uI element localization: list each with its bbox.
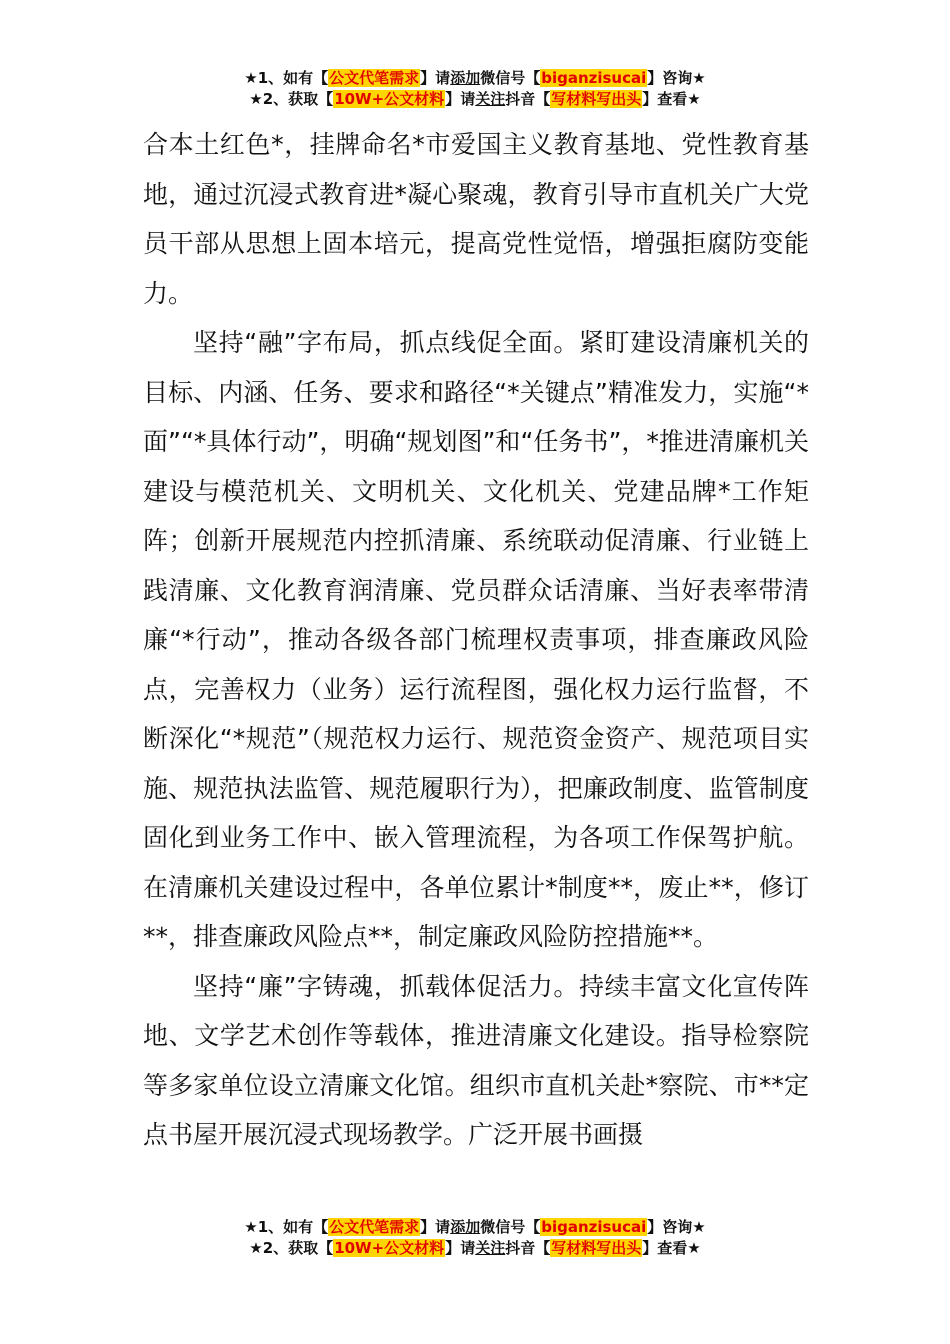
banner-text: 抖音【	[505, 1239, 551, 1257]
highlight-service: 公文代笔需求	[329, 69, 420, 87]
banner-text: 】咨询★	[647, 1218, 706, 1236]
document-body	[143, 120, 809, 1160]
highlight-materials: 10W+公文材料	[334, 90, 445, 108]
banner-text: 微信号【	[480, 69, 541, 87]
banner-text: 】咨询★	[647, 69, 706, 87]
banner-line-1	[0, 68, 950, 89]
header-banner	[0, 68, 950, 110]
highlight-douyin: 写材料写出头	[551, 1239, 642, 1257]
highlight-materials: 10W+公文材料	[334, 1239, 445, 1257]
banner-underlined: 关注	[475, 90, 506, 108]
banner-text: 抖音【	[505, 90, 551, 108]
banner-line-2	[0, 1238, 950, 1259]
highlight-wechat-id: biganzisucai	[541, 1218, 647, 1236]
paragraph: 坚持“融”字布局，抓点线促全面。紧盯建设清廉机关的目标、内涵、任务、要求和路径“*关键点”精准发力，实施“*面”“*具体行动”，明确“规划图”和“任务书”，*推进清廉机关建设与模范机关、文明机关、文化机关、党建品牌*工作矩阵；创新开展规范内控抓清廉、系统联动促清廉、行业链上践清廉、文化教育润清廉、党员群众话清廉、当好表率带清廉“*行动”，推动各级各部门梳理权责事项，排查廉政风险点，完善权力（业务）运行流程图，强化权力运行监督，不断深化“*规范”（规范权力运行、规范资金资产、规范项目实施、规范执法监管、规范履职行为），把廉政制度、监管制度固化到业务工作中、嵌入管理流程，为各项工作保驾护航。在清廉机关建设过程中，各单位累计*制度**，废止**，修订**，排查廉政风险点**，制定廉政风险防控措施**。	[143, 328, 809, 951]
banner-text: 】查看★	[642, 90, 701, 108]
banner-text: 微信号【	[480, 1218, 541, 1236]
highlight-douyin: 写材料写出头	[551, 90, 642, 108]
banner-text: 】请	[420, 1218, 451, 1236]
banner-underlined: 添加	[450, 1218, 481, 1236]
banner-line-2	[0, 89, 950, 110]
highlight-service: 公文代笔需求	[329, 1218, 420, 1236]
banner-text: ★2、获取【	[249, 90, 334, 108]
banner-text: ★1、如有【	[244, 1218, 329, 1236]
paragraph: 坚持“廉”字铸魂，抓载体促活力。持续丰富文化宣传阵地、文学艺术创作等载体，推进清廉文化建设。指导检察院等多家单位设立清廉文化馆。组织市直机关赴*察院、市**定点书屋开展沉浸式现场教学。广泛开展书画摄	[143, 971, 809, 1149]
paragraph: 合本土红色*，挂牌命名*市爱国主义教育基地、党性教育基地，通过沉浸式教育进*凝心聚魂，教育引导市直机关广大党员干部从思想上固本培元，提高党性觉悟，增强拒腐防变能力。	[143, 130, 809, 308]
banner-underlined: 添加	[450, 69, 481, 87]
banner-underlined: 关注	[475, 1239, 506, 1257]
banner-text: 】请	[445, 1239, 476, 1257]
footer-banner	[0, 1217, 950, 1259]
banner-text: 】请	[445, 90, 476, 108]
banner-text: 】请	[420, 69, 451, 87]
banner-text: 】查看★	[642, 1239, 701, 1257]
banner-line-1	[0, 1217, 950, 1238]
highlight-wechat-id: biganzisucai	[541, 69, 647, 87]
banner-text: ★1、如有【	[244, 69, 329, 87]
banner-text: ★2、获取【	[249, 1239, 334, 1257]
